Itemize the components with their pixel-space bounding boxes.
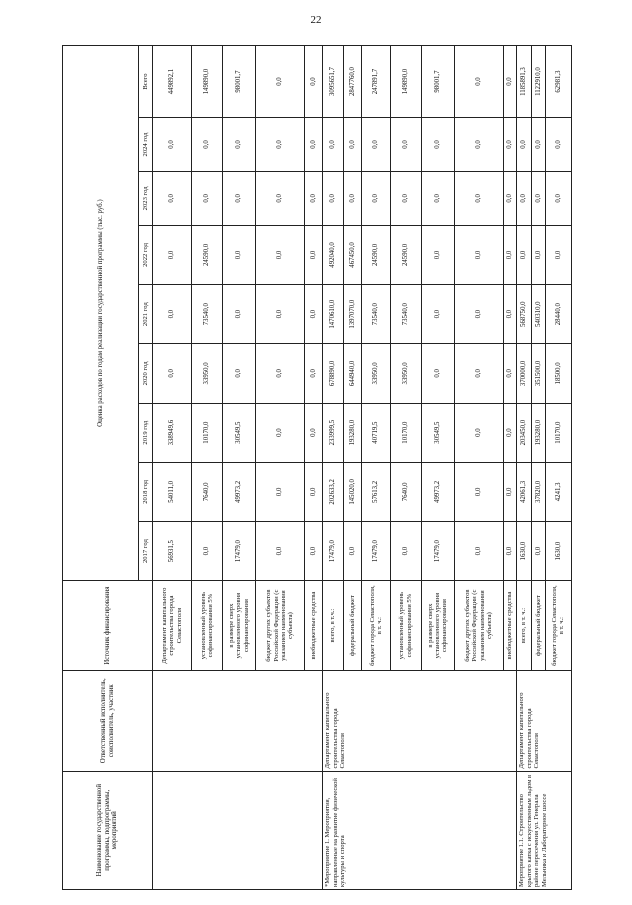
source-cell: в размере сверх установленного уровня софинансирования <box>223 581 256 671</box>
source-cell: федеральный бюджет <box>344 581 362 671</box>
source-cell: бюджет города Севастополя, в т. ч.: <box>545 581 571 671</box>
value-cell: 0,0 <box>153 285 192 344</box>
total-cell: 62981,3 <box>545 46 571 118</box>
value-cell: 10170,0 <box>191 403 222 462</box>
responsible-cell <box>153 670 323 771</box>
total-cell: 247891,7 <box>362 46 391 118</box>
total-cell: 98001,7 <box>421 46 454 118</box>
value-cell: 0,0 <box>503 118 517 172</box>
value-cell: 0,0 <box>223 118 256 172</box>
value-cell: 33950,0 <box>362 344 391 403</box>
value-cell: 24590,0 <box>191 225 222 284</box>
value-cell: 18500,0 <box>545 344 571 403</box>
value-cell: 0,0 <box>255 462 304 521</box>
value-cell: 0,0 <box>305 225 323 284</box>
value-cell: 0,0 <box>255 403 304 462</box>
value-cell: 0,0 <box>454 285 503 344</box>
value-cell: 0,0 <box>421 344 454 403</box>
value-cell: 0,0 <box>344 521 362 580</box>
value-cell: 0,0 <box>454 344 503 403</box>
value-cell: 203450,0 <box>517 403 531 462</box>
value-cell: 1397070,0 <box>344 285 362 344</box>
value-cell: 0,0 <box>503 171 517 225</box>
total-cell: 0,0 <box>305 46 323 118</box>
source-cell: бюджет других субъектов Российской Федерации (с указанием наименования субъекта) <box>454 581 503 671</box>
source-cell: всего, в т.ч.: <box>323 581 344 671</box>
value-cell: 73540,0 <box>390 285 421 344</box>
value-cell: 0,0 <box>305 521 323 580</box>
value-cell: 17479,0 <box>223 521 256 580</box>
value-cell: 24590,0 <box>362 225 391 284</box>
header-name: Наименование государственной программы, подпрограммы, мероприятий <box>63 771 153 889</box>
source-cell: установленный уровень софинансирования 5% <box>390 581 421 671</box>
value-cell: 568750,0 <box>517 285 531 344</box>
value-cell: 33950,0 <box>390 344 421 403</box>
header-total: Всего <box>139 46 153 118</box>
value-cell: 351500,0 <box>531 344 545 403</box>
value-cell: 0,0 <box>223 285 256 344</box>
value-cell: 0,0 <box>517 118 531 172</box>
value-cell: 0,0 <box>390 118 421 172</box>
value-cell: 0,0 <box>323 171 344 225</box>
value-cell: 0,0 <box>503 403 517 462</box>
header-year: 2023 год <box>139 171 153 225</box>
value-cell: 0,0 <box>531 521 545 580</box>
value-cell: 0,0 <box>305 171 323 225</box>
activity-name-cell: Мероприятие 1.1. Строительство крытого катка с искусственным льдом в районе пересечения ул. Генерала Мельника и Лабораторное шоссе <box>517 771 572 889</box>
value-cell: 0,0 <box>454 462 503 521</box>
value-cell: 0,0 <box>503 521 517 580</box>
value-cell: 73540,0 <box>191 285 222 344</box>
value-cell: 233999,5 <box>323 403 344 462</box>
value-cell: 338949,6 <box>153 403 192 462</box>
value-cell: 33950,0 <box>191 344 222 403</box>
value-cell: 54011,0 <box>153 462 192 521</box>
source-cell: федеральный бюджет <box>531 581 545 671</box>
value-cell: 0,0 <box>223 225 256 284</box>
total-cell: 449892,1 <box>153 46 192 118</box>
value-cell: 644940,0 <box>344 344 362 403</box>
value-cell: 0,0 <box>531 118 545 172</box>
value-cell: 0,0 <box>223 344 256 403</box>
value-cell: 0,0 <box>454 225 503 284</box>
value-cell: 0,0 <box>344 171 362 225</box>
value-cell: 467450,0 <box>344 225 362 284</box>
source-cell: бюджет других субъектов Российской Федерации (с указанием наименования субъекта) <box>255 581 304 671</box>
value-cell: 0,0 <box>545 171 571 225</box>
value-cell: 0,0 <box>421 118 454 172</box>
value-cell: 73540,0 <box>362 285 391 344</box>
value-cell: 0,0 <box>153 171 192 225</box>
value-cell: 0,0 <box>454 171 503 225</box>
total-cell: 1185891,3 <box>517 46 531 118</box>
value-cell: 492040,0 <box>323 225 344 284</box>
value-cell: 0,0 <box>362 118 391 172</box>
total-cell: 149890,0 <box>191 46 222 118</box>
value-cell: 7640,0 <box>191 462 222 521</box>
value-cell: 0,0 <box>223 171 256 225</box>
total-cell: 0,0 <box>503 46 517 118</box>
program-name-cell <box>153 771 323 889</box>
value-cell: 0,0 <box>344 118 362 172</box>
value-cell: 1630,0 <box>517 521 531 580</box>
value-cell: 0,0 <box>153 225 192 284</box>
value-cell: 56931,5 <box>153 521 192 580</box>
budget-table <box>62 45 572 890</box>
source-cell: внебюджетные средства <box>503 581 517 671</box>
total-cell: 1122910,0 <box>531 46 545 118</box>
value-cell: 57613,2 <box>362 462 391 521</box>
source-cell: всего, в т. ч.: <box>517 581 531 671</box>
value-cell: 193280,0 <box>531 403 545 462</box>
value-cell: 0,0 <box>454 403 503 462</box>
total-cell: 0,0 <box>255 46 304 118</box>
value-cell: 0,0 <box>255 521 304 580</box>
value-cell: 0,0 <box>255 171 304 225</box>
value-cell: 10170,0 <box>390 403 421 462</box>
value-cell: 0,0 <box>503 285 517 344</box>
source-cell: в размере сверх установленного уровня софинансирования <box>421 581 454 671</box>
responsible-cell: Департамент капитального строительства города Севастополя <box>323 670 517 771</box>
value-cell: 0,0 <box>191 171 222 225</box>
header-estimate: Оценка расходов по годам реализации государственной программы (тыс. руб.) <box>63 46 139 581</box>
total-cell: 149890,0 <box>390 46 421 118</box>
value-cell: 30549,5 <box>421 403 454 462</box>
total-cell: 2847760,0 <box>344 46 362 118</box>
value-cell: 17479,0 <box>362 521 391 580</box>
value-cell: 202633,2 <box>323 462 344 521</box>
value-cell: 0,0 <box>531 171 545 225</box>
header-year: 2019 год <box>139 403 153 462</box>
source-cell: установленный уровень софинансирования 5% <box>191 581 222 671</box>
value-cell: 0,0 <box>255 225 304 284</box>
header-year: 2022 год <box>139 225 153 284</box>
value-cell: 193280,0 <box>344 403 362 462</box>
value-cell: 7640,0 <box>390 462 421 521</box>
value-cell: 0,0 <box>545 225 571 284</box>
header-year: 2021 год <box>139 285 153 344</box>
value-cell: 0,0 <box>517 225 531 284</box>
value-cell: 10170,0 <box>545 403 571 462</box>
value-cell: 40719,5 <box>362 403 391 462</box>
value-cell: 28440,0 <box>545 285 571 344</box>
value-cell: 0,0 <box>305 403 323 462</box>
value-cell: 0,0 <box>421 171 454 225</box>
value-cell: 0,0 <box>545 118 571 172</box>
value-cell: 0,0 <box>362 171 391 225</box>
value-cell: 17479,0 <box>323 521 344 580</box>
value-cell: 0,0 <box>305 344 323 403</box>
value-cell: 0,0 <box>153 344 192 403</box>
value-cell: 0,0 <box>531 225 545 284</box>
total-cell: 98001,7 <box>223 46 256 118</box>
value-cell: 0,0 <box>305 118 323 172</box>
value-cell: 0,0 <box>255 285 304 344</box>
source-cell: Департамент капитального строительства города Севастополя <box>153 581 192 671</box>
value-cell: 0,0 <box>255 118 304 172</box>
header-source: Источник финансирования <box>63 581 153 671</box>
header-year: 2017 год <box>139 521 153 580</box>
value-cell: 42061,3 <box>517 462 531 521</box>
header-year: 2020 год <box>139 344 153 403</box>
value-cell: 0,0 <box>305 285 323 344</box>
value-cell: 0,0 <box>421 225 454 284</box>
header-responsible: Ответственный исполнитель, соисполнитель, участник <box>63 670 153 771</box>
value-cell: 0,0 <box>390 521 421 580</box>
value-cell: 0,0 <box>305 462 323 521</box>
value-cell: 49973,2 <box>223 462 256 521</box>
value-cell: 4241,3 <box>545 462 571 521</box>
value-cell: 37820,0 <box>531 462 545 521</box>
value-cell: 17479,0 <box>421 521 454 580</box>
value-cell: 0,0 <box>421 285 454 344</box>
value-cell: 0,0 <box>517 171 531 225</box>
rotated-table-wrapper <box>62 45 572 890</box>
header-year: 2024 год <box>139 118 153 172</box>
activity-name-cell: *Мероприятие 1. Мероприятия, направленные на развитие физической культуры и спорта <box>323 771 517 889</box>
source-cell: бюджет города Севастополя, в т. ч.: <box>362 581 391 671</box>
value-cell: 0,0 <box>454 521 503 580</box>
value-cell: 0,0 <box>503 225 517 284</box>
responsible-cell: Департамент капитального строительства города Севастополя <box>517 670 572 771</box>
value-cell: 0,0 <box>323 118 344 172</box>
value-cell: 0,0 <box>454 118 503 172</box>
value-cell: 0,0 <box>255 344 304 403</box>
header-year: 2018 год <box>139 462 153 521</box>
value-cell: 0,0 <box>191 521 222 580</box>
total-cell: 3095651,7 <box>323 46 344 118</box>
value-cell: 145020,0 <box>344 462 362 521</box>
source-cell: внебюджетные средства <box>305 581 323 671</box>
value-cell: 678890,0 <box>323 344 344 403</box>
value-cell: 49973,2 <box>421 462 454 521</box>
value-cell: 370000,0 <box>517 344 531 403</box>
value-cell: 0,0 <box>503 462 517 521</box>
value-cell: 30549,5 <box>223 403 256 462</box>
value-cell: 1470610,0 <box>323 285 344 344</box>
value-cell: 0,0 <box>153 118 192 172</box>
value-cell: 0,0 <box>191 118 222 172</box>
value-cell: 1630,0 <box>545 521 571 580</box>
value-cell: 0,0 <box>503 344 517 403</box>
page-number: 22 <box>310 14 322 26</box>
total-cell: 0,0 <box>454 46 503 118</box>
value-cell: 540310,0 <box>531 285 545 344</box>
value-cell: 0,0 <box>390 171 421 225</box>
value-cell: 24590,0 <box>390 225 421 284</box>
